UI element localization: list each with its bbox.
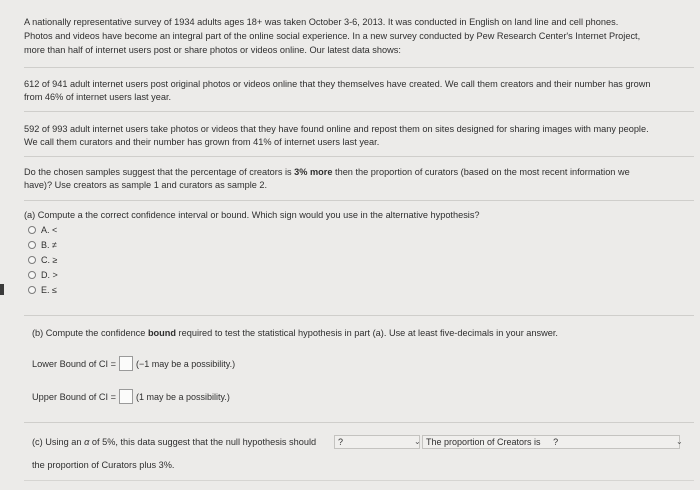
sample2-line-1: 592 of 993 adult internet users take photos or videos that they have found online and repost them on sites designed for sharing images with many people. bbox=[24, 124, 649, 134]
select-text: The proportion of Creators is bbox=[426, 437, 541, 447]
option-letter: D. bbox=[41, 270, 50, 280]
divider bbox=[24, 200, 694, 201]
radio-button[interactable] bbox=[28, 271, 36, 279]
divider bbox=[24, 422, 694, 423]
option-letter: B. bbox=[41, 240, 50, 250]
radio-button[interactable] bbox=[28, 286, 36, 294]
option-letter: A. bbox=[41, 225, 50, 235]
lower-bound-hint: (−1 may be a possibility.) bbox=[136, 358, 236, 369]
lower-bound-label: Lower Bound of CI = bbox=[32, 358, 117, 369]
question-line-1-bold: 3% more bbox=[294, 167, 333, 177]
lower-bound-row bbox=[32, 356, 235, 371]
option-letter: E. bbox=[41, 285, 50, 295]
question-line-1-post: then the proportion of curators (based on the most recent information we bbox=[332, 167, 630, 177]
sample1-line-1: 612 of 941 adult internet users post original photos or videos online that they themselves have created. We call them creators and their number has grown bbox=[24, 79, 651, 89]
option-c[interactable] bbox=[28, 254, 57, 266]
focus-marker bbox=[0, 284, 4, 295]
option-symbol: ≥ bbox=[52, 255, 58, 265]
upper-bound-row bbox=[32, 389, 230, 404]
intro-text bbox=[24, 15, 679, 57]
question-line-2: have)? Use creators as sample 1 and curators as sample 2. bbox=[24, 180, 268, 190]
select-value: ? bbox=[338, 437, 344, 447]
chevron-down-icon[interactable]: ⌄ bbox=[676, 437, 683, 446]
upper-bound-hint: (1 may be a possibility.) bbox=[136, 391, 230, 402]
option-symbol: > bbox=[52, 270, 58, 280]
part-a-prompt: (a) Compute a the correct confidence interval or bound. Which sign would you use in the alternative hypothesis? bbox=[24, 210, 480, 220]
upper-bound-label: Upper Bound of CI = bbox=[32, 391, 117, 402]
part-b-prompt-bold: bound bbox=[147, 328, 176, 338]
option-symbol: ≤ bbox=[52, 285, 57, 295]
part-c-line-2: the proportion of Curators plus 3%. bbox=[32, 460, 175, 470]
part-c-prompt bbox=[32, 437, 316, 447]
part-b-prompt bbox=[32, 328, 558, 338]
intro-line-2: Photos and videos have become an integral part of the online social experience. In a new survey conducted by Pew Research Center's Internet Project, bbox=[24, 31, 641, 41]
sample1-line-2: from 46% of internet users last year. bbox=[24, 92, 172, 102]
creators-proportion-select[interactable] bbox=[422, 435, 680, 449]
question-text bbox=[24, 166, 692, 192]
option-symbol: < bbox=[52, 225, 58, 235]
divider bbox=[24, 480, 694, 481]
radio-button[interactable] bbox=[28, 256, 36, 264]
sample2-line-2: We call them curators and their number has grown from 41% of internet users last year. bbox=[24, 137, 380, 147]
sample1-text bbox=[24, 78, 692, 104]
alpha-symbol: α bbox=[84, 437, 90, 447]
radio-button[interactable] bbox=[28, 241, 36, 249]
radio-button[interactable] bbox=[28, 226, 36, 234]
option-a[interactable] bbox=[28, 224, 57, 236]
option-d[interactable] bbox=[28, 269, 58, 281]
option-e[interactable] bbox=[28, 284, 57, 296]
option-symbol: ≠ bbox=[52, 240, 57, 250]
divider bbox=[24, 111, 694, 112]
null-hypothesis-select[interactable] bbox=[334, 435, 420, 449]
intro-line-1: A nationally representative survey of 1934 adults ages 18+ was taken October 3-6, 2013. It was conducted in English on land line and cell phones. bbox=[24, 17, 619, 27]
divider bbox=[24, 67, 694, 68]
divider bbox=[24, 315, 694, 316]
question-line-1-pre: Do the chosen samples suggest that the percentage of creators is bbox=[24, 167, 295, 177]
select-value: ? bbox=[553, 437, 559, 447]
option-b[interactable] bbox=[28, 239, 57, 251]
divider bbox=[24, 156, 694, 157]
part-b-prompt-post: required to test the statistical hypothesis in part (a). Use at least five-decimals in your answer. bbox=[176, 328, 558, 338]
chevron-down-icon[interactable]: ⌄ bbox=[414, 437, 421, 446]
intro-line-3: more than half of internet users post or share photos or videos online. Our latest data shows: bbox=[24, 45, 401, 55]
upper-bound-input[interactable] bbox=[119, 389, 133, 404]
lower-bound-input[interactable] bbox=[119, 356, 133, 371]
sample2-text bbox=[24, 123, 692, 149]
part-c-prompt-post: of 5%, this data suggest that the null hypothesis should bbox=[89, 437, 317, 447]
part-b-prompt-pre: (b) Compute the confidence bbox=[32, 328, 148, 338]
option-letter: C. bbox=[41, 255, 50, 265]
part-c-prompt-pre: (c) Using an bbox=[32, 437, 85, 447]
